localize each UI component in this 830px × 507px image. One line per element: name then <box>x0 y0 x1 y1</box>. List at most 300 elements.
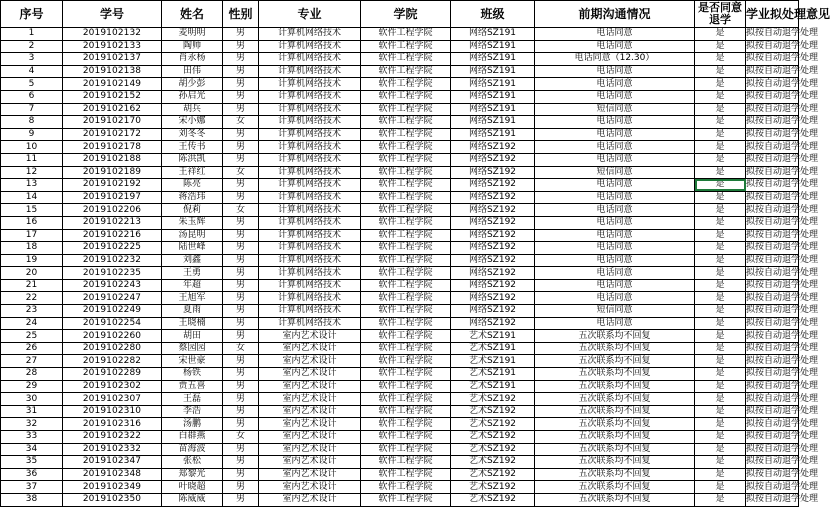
cell-agree[interactable]: 是 <box>695 380 746 393</box>
cell-gender[interactable]: 男 <box>223 368 259 381</box>
cell-opinion[interactable]: 拟按自动退学处理 <box>746 91 819 102</box>
header-major[interactable]: 专业 <box>259 1 361 28</box>
cell-seq[interactable]: 2 <box>1 40 63 53</box>
cell-class[interactable]: 网络SZ191 <box>451 90 535 103</box>
cell-name[interactable]: 陆世峰 <box>162 242 223 255</box>
cell-communication[interactable]: 电话同意 <box>535 279 695 292</box>
cell-class[interactable]: 网络SZ192 <box>451 254 535 267</box>
cell-seq[interactable]: 17 <box>1 229 63 242</box>
cell-college[interactable]: 软件工程学院 <box>361 28 451 41</box>
cell-student-id[interactable]: 2019102247 <box>63 292 162 305</box>
cell-class[interactable]: 艺术SZ191 <box>451 330 535 343</box>
cell-class[interactable]: 网络SZ192 <box>451 204 535 217</box>
cell-agree[interactable]: 是 <box>695 153 746 166</box>
cell-class[interactable]: 艺术SZ191 <box>451 342 535 355</box>
cell-seq[interactable]: 24 <box>1 317 63 330</box>
cell-gender[interactable]: 男 <box>223 40 259 53</box>
cell-name[interactable]: 贾五喜 <box>162 380 223 393</box>
cell-seq[interactable]: 16 <box>1 216 63 229</box>
cell-communication[interactable]: 五次联系均不回复 <box>535 456 695 469</box>
cell-seq[interactable]: 38 <box>1 493 63 506</box>
cell-gender[interactable]: 男 <box>223 493 259 506</box>
cell-student-id[interactable]: 2019102172 <box>63 128 162 141</box>
cell-student-id[interactable]: 2019102348 <box>63 468 162 481</box>
cell-college[interactable]: 软件工程学院 <box>361 216 451 229</box>
cell-seq[interactable]: 13 <box>1 179 63 192</box>
cell-gender[interactable]: 男 <box>223 229 259 242</box>
cell-communication[interactable]: 电话同意 <box>535 65 695 78</box>
cell-major[interactable]: 计算机网络技术 <box>259 78 361 91</box>
cell-college[interactable]: 软件工程学院 <box>361 279 451 292</box>
cell-class[interactable]: 艺术SZ192 <box>451 393 535 406</box>
cell-seq[interactable]: 31 <box>1 405 63 418</box>
cell-seq[interactable]: 1 <box>1 28 63 41</box>
cell-agree[interactable]: 是 <box>695 279 746 292</box>
cell-name[interactable]: 孙启光 <box>162 90 223 103</box>
cell-major[interactable]: 计算机网络技术 <box>259 65 361 78</box>
cell-name[interactable]: 李浩 <box>162 405 223 418</box>
cell-major[interactable]: 计算机网络技术 <box>259 191 361 204</box>
cell-gender[interactable]: 女 <box>223 116 259 129</box>
cell-seq[interactable]: 15 <box>1 204 63 217</box>
cell-major[interactable]: 计算机网络技术 <box>259 141 361 154</box>
cell-gender[interactable]: 男 <box>223 418 259 431</box>
cell-agree[interactable]: 是 <box>695 317 746 330</box>
cell-student-id[interactable]: 2019102197 <box>63 191 162 204</box>
cell-opinion[interactable]: 拟按自动退学处理 <box>746 28 819 39</box>
cell-college[interactable]: 软件工程学院 <box>361 116 451 129</box>
header-college[interactable]: 学院 <box>361 1 451 28</box>
cell-name[interactable]: 肖永杨 <box>162 53 223 66</box>
cell-name[interactable]: 朱玉辉 <box>162 216 223 229</box>
cell-college[interactable]: 软件工程学院 <box>361 418 451 431</box>
cell-student-id[interactable]: 2019102132 <box>63 28 162 41</box>
cell-major[interactable]: 室内艺术设计 <box>259 493 361 506</box>
cell-name[interactable]: 张松 <box>162 456 223 469</box>
cell-class[interactable]: 网络SZ192 <box>451 153 535 166</box>
cell-name[interactable]: 汤昆明 <box>162 229 223 242</box>
cell-gender[interactable]: 男 <box>223 90 259 103</box>
cell-student-id[interactable]: 2019102232 <box>63 254 162 267</box>
cell-college[interactable]: 软件工程学院 <box>361 242 451 255</box>
cell-seq[interactable]: 20 <box>1 267 63 280</box>
cell-agree[interactable]: 是 <box>695 342 746 355</box>
cell-major[interactable]: 计算机网络技术 <box>259 90 361 103</box>
cell-communication[interactable]: 五次联系均不回复 <box>535 405 695 418</box>
cell-opinion[interactable]: 拟按自动退学处理 <box>746 292 819 303</box>
cell-major[interactable]: 计算机网络技术 <box>259 254 361 267</box>
cell-college[interactable]: 软件工程学院 <box>361 292 451 305</box>
cell-student-id[interactable]: 2019102249 <box>63 305 162 318</box>
cell-college[interactable]: 软件工程学院 <box>361 204 451 217</box>
header-gender[interactable]: 性别 <box>223 1 259 28</box>
cell-class[interactable]: 网络SZ192 <box>451 242 535 255</box>
cell-name[interactable]: 宋世豪 <box>162 355 223 368</box>
cell-major[interactable]: 计算机网络技术 <box>259 279 361 292</box>
cell-opinion[interactable]: 拟按自动退学处理 <box>746 217 819 228</box>
cell-major[interactable]: 室内艺术设计 <box>259 380 361 393</box>
cell-agree[interactable]: 是 <box>695 78 746 91</box>
cell-gender[interactable]: 男 <box>223 78 259 91</box>
cell-college[interactable]: 软件工程学院 <box>361 468 451 481</box>
cell-opinion[interactable]: 拟按自动退学处理 <box>746 242 819 253</box>
cell-class[interactable]: 网络SZ192 <box>451 179 535 192</box>
cell-gender[interactable]: 男 <box>223 279 259 292</box>
cell-opinion[interactable]: 拟按自动退学处理 <box>746 204 819 215</box>
cell-agree[interactable]: 是 <box>695 443 746 456</box>
header-seq[interactable]: 序号 <box>1 1 63 28</box>
cell-agree[interactable]: 是 <box>695 229 746 242</box>
cell-seq[interactable]: 7 <box>1 103 63 116</box>
cell-major[interactable]: 计算机网络技术 <box>259 53 361 66</box>
cell-student-id[interactable]: 2019102302 <box>63 380 162 393</box>
cell-seq[interactable]: 3 <box>1 53 63 66</box>
cell-name[interactable]: 刘冬冬 <box>162 128 223 141</box>
cell-gender[interactable]: 男 <box>223 443 259 456</box>
cell-student-id[interactable]: 2019102213 <box>63 216 162 229</box>
cell-student-id[interactable]: 2019102322 <box>63 431 162 444</box>
cell-class[interactable]: 网络SZ192 <box>451 267 535 280</box>
cell-major[interactable]: 室内艺术设计 <box>259 431 361 444</box>
cell-name[interactable]: 蒋浩玮 <box>162 191 223 204</box>
cell-class[interactable]: 网络SZ192 <box>451 317 535 330</box>
cell-gender[interactable]: 男 <box>223 380 259 393</box>
cell-gender[interactable]: 男 <box>223 292 259 305</box>
cell-opinion[interactable]: 拟按自动退学处理 <box>746 330 819 341</box>
cell-student-id[interactable]: 2019102307 <box>63 393 162 406</box>
cell-opinion[interactable]: 拟按自动退学处理 <box>746 116 819 127</box>
cell-opinion[interactable]: 拟按自动退学处理 <box>746 141 819 152</box>
cell-student-id[interactable]: 2019102350 <box>63 493 162 506</box>
cell-student-id[interactable]: 2019102178 <box>63 141 162 154</box>
cell-class[interactable]: 艺术SZ191 <box>451 380 535 393</box>
header-agree[interactable]: 是否同意退学 <box>695 1 746 28</box>
cell-communication[interactable]: 短信同意 <box>535 305 695 318</box>
cell-name[interactable]: 年超 <box>162 279 223 292</box>
cell-opinion[interactable]: 拟按自动退学处理 <box>746 66 819 77</box>
cell-opinion[interactable]: 拟按自动退学处理 <box>746 229 819 240</box>
cell-seq[interactable]: 12 <box>1 166 63 179</box>
cell-opinion[interactable]: 拟按自动退学处理 <box>746 166 819 177</box>
cell-college[interactable]: 软件工程学院 <box>361 78 451 91</box>
cell-name[interactable]: 夏雨 <box>162 305 223 318</box>
cell-communication[interactable]: 短信同意 <box>535 103 695 116</box>
cell-gender[interactable]: 男 <box>223 191 259 204</box>
cell-class[interactable]: 网络SZ192 <box>451 279 535 292</box>
cell-opinion[interactable]: 拟按自动退学处理 <box>746 192 819 203</box>
header-student-id[interactable]: 学号 <box>63 1 162 28</box>
cell-seq[interactable]: 27 <box>1 355 63 368</box>
cell-college[interactable]: 软件工程学院 <box>361 330 451 343</box>
cell-agree[interactable]: 是 <box>695 456 746 469</box>
cell-class[interactable]: 网络SZ192 <box>451 216 535 229</box>
cell-college[interactable]: 软件工程学院 <box>361 103 451 116</box>
cell-class[interactable]: 网络SZ191 <box>451 53 535 66</box>
cell-college[interactable]: 软件工程学院 <box>361 443 451 456</box>
cell-student-id[interactable]: 2019102216 <box>63 229 162 242</box>
cell-college[interactable]: 软件工程学院 <box>361 342 451 355</box>
cell-communication[interactable]: 电话同意 <box>535 128 695 141</box>
cell-opinion[interactable]: 拟按自动退学处理 <box>746 40 819 51</box>
cell-student-id[interactable]: 2019102206 <box>63 204 162 217</box>
cell-opinion[interactable]: 拟按自动退学处理 <box>746 393 819 404</box>
cell-gender[interactable]: 女 <box>223 431 259 444</box>
cell-communication[interactable]: 电话同意 <box>535 116 695 129</box>
cell-opinion[interactable]: 拟按自动退学处理 <box>746 469 819 480</box>
cell-class[interactable]: 网络SZ192 <box>451 292 535 305</box>
cell-agree[interactable]: 是 <box>695 128 746 141</box>
cell-seq[interactable]: 4 <box>1 65 63 78</box>
cell-agree[interactable]: 是 <box>695 204 746 217</box>
cell-student-id[interactable]: 2019102235 <box>63 267 162 280</box>
cell-gender[interactable]: 男 <box>223 53 259 66</box>
cell-agree[interactable]: 是 <box>695 242 746 255</box>
cell-college[interactable]: 软件工程学院 <box>361 368 451 381</box>
cell-seq[interactable]: 32 <box>1 418 63 431</box>
cell-class[interactable]: 网络SZ191 <box>451 65 535 78</box>
cell-class[interactable]: 网络SZ192 <box>451 166 535 179</box>
cell-major[interactable]: 计算机网络技术 <box>259 317 361 330</box>
cell-agree[interactable]: 是 <box>695 141 746 154</box>
cell-name[interactable]: 苗海波 <box>162 443 223 456</box>
cell-student-id[interactable]: 2019102138 <box>63 65 162 78</box>
cell-student-id[interactable]: 2019102137 <box>63 53 162 66</box>
cell-gender[interactable]: 男 <box>223 456 259 469</box>
cell-communication[interactable]: 电话同意 <box>535 292 695 305</box>
cell-student-id[interactable]: 2019102332 <box>63 443 162 456</box>
cell-class[interactable]: 网络SZ192 <box>451 191 535 204</box>
cell-seq[interactable]: 9 <box>1 128 63 141</box>
cell-opinion[interactable]: 拟按自动退学处理 <box>746 343 819 354</box>
cell-class[interactable]: 艺术SZ192 <box>451 456 535 469</box>
cell-opinion[interactable]: 拟按自动退学处理 <box>746 103 819 114</box>
cell-agree[interactable]: 是 <box>695 166 746 179</box>
cell-student-id[interactable]: 2019102349 <box>63 481 162 494</box>
cell-communication[interactable]: 电话同意 <box>535 216 695 229</box>
cell-agree[interactable]: 是 <box>695 418 746 431</box>
cell-opinion[interactable]: 拟按自动退学处理 <box>746 78 819 89</box>
cell-opinion[interactable]: 拟按自动退学处理 <box>746 254 819 265</box>
cell-seq[interactable]: 25 <box>1 330 63 343</box>
cell-communication[interactable]: 电话同意 <box>535 28 695 41</box>
cell-gender[interactable]: 男 <box>223 28 259 41</box>
cell-college[interactable]: 软件工程学院 <box>361 456 451 469</box>
cell-communication[interactable]: 电话同意（12.30） <box>535 53 695 66</box>
cell-student-id[interactable]: 2019102254 <box>63 317 162 330</box>
cell-class[interactable]: 网络SZ192 <box>451 305 535 318</box>
cell-major[interactable]: 室内艺术设计 <box>259 330 361 343</box>
cell-name[interactable]: 倪莉 <box>162 204 223 217</box>
cell-college[interactable]: 软件工程学院 <box>361 431 451 444</box>
cell-name[interactable]: 王磊 <box>162 393 223 406</box>
cell-agree[interactable]: 是 <box>695 116 746 129</box>
cell-class[interactable]: 网络SZ191 <box>451 28 535 41</box>
cell-student-id[interactable]: 2019102162 <box>63 103 162 116</box>
cell-student-id[interactable]: 2019102133 <box>63 40 162 53</box>
cell-agree[interactable]: 是 <box>695 493 746 506</box>
cell-communication[interactable]: 电话同意 <box>535 254 695 267</box>
cell-name[interactable]: 宋小娜 <box>162 116 223 129</box>
cell-name[interactable]: 王勇 <box>162 267 223 280</box>
cell-class[interactable]: 网络SZ191 <box>451 128 535 141</box>
cell-seq[interactable]: 19 <box>1 254 63 267</box>
cell-major[interactable]: 室内艺术设计 <box>259 393 361 406</box>
cell-communication[interactable]: 电话同意 <box>535 141 695 154</box>
cell-college[interactable]: 软件工程学院 <box>361 481 451 494</box>
cell-student-id[interactable]: 2019102289 <box>63 368 162 381</box>
cell-major[interactable]: 计算机网络技术 <box>259 242 361 255</box>
cell-student-id[interactable]: 2019102152 <box>63 90 162 103</box>
cell-major[interactable]: 计算机网络技术 <box>259 116 361 129</box>
cell-gender[interactable]: 男 <box>223 267 259 280</box>
cell-seq[interactable]: 6 <box>1 90 63 103</box>
header-communication[interactable]: 前期沟通情况 <box>535 1 695 28</box>
cell-agree[interactable]: 是 <box>695 216 746 229</box>
cell-agree[interactable]: 是 <box>695 65 746 78</box>
cell-seq[interactable]: 33 <box>1 431 63 444</box>
cell-opinion[interactable]: 拟按自动退学处理 <box>746 481 819 492</box>
cell-seq[interactable]: 28 <box>1 368 63 381</box>
cell-college[interactable]: 软件工程学院 <box>361 128 451 141</box>
cell-gender[interactable]: 女 <box>223 166 259 179</box>
cell-opinion[interactable]: 拟按自动退学处理 <box>746 431 819 442</box>
cell-student-id[interactable]: 2019102260 <box>63 330 162 343</box>
cell-name[interactable]: 杨铁 <box>162 368 223 381</box>
cell-gender[interactable]: 女 <box>223 342 259 355</box>
cell-communication[interactable]: 五次联系均不回复 <box>535 443 695 456</box>
header-opinion[interactable]: 学业拟处理意见 <box>746 1 799 28</box>
cell-class[interactable]: 网络SZ191 <box>451 78 535 91</box>
cell-college[interactable]: 软件工程学院 <box>361 153 451 166</box>
cell-seq[interactable]: 11 <box>1 153 63 166</box>
cell-communication[interactable]: 电话同意 <box>535 267 695 280</box>
cell-college[interactable]: 软件工程学院 <box>361 380 451 393</box>
cell-name[interactable]: 王祥红 <box>162 166 223 179</box>
cell-opinion[interactable]: 拟按自动退学处理 <box>746 179 819 190</box>
cell-major[interactable]: 计算机网络技术 <box>259 28 361 41</box>
cell-agree[interactable]: 是 <box>695 368 746 381</box>
cell-gender[interactable]: 男 <box>223 65 259 78</box>
cell-communication[interactable]: 五次联系均不回复 <box>535 481 695 494</box>
cell-seq[interactable]: 26 <box>1 342 63 355</box>
cell-student-id[interactable]: 2019102282 <box>63 355 162 368</box>
cell-gender[interactable]: 男 <box>223 128 259 141</box>
cell-major[interactable]: 室内艺术设计 <box>259 443 361 456</box>
cell-opinion[interactable]: 拟按自动退学处理 <box>746 380 819 391</box>
cell-communication[interactable]: 电话同意 <box>535 78 695 91</box>
cell-communication[interactable]: 五次联系均不回复 <box>535 342 695 355</box>
cell-agree[interactable]: 是 <box>695 468 746 481</box>
cell-class[interactable]: 网络SZ191 <box>451 103 535 116</box>
cell-agree[interactable]: 是 <box>695 305 746 318</box>
cell-communication[interactable]: 五次联系均不回复 <box>535 493 695 506</box>
cell-college[interactable]: 软件工程学院 <box>361 65 451 78</box>
cell-agree[interactable]: 是 <box>695 90 746 103</box>
cell-major[interactable]: 计算机网络技术 <box>259 267 361 280</box>
cell-major[interactable]: 计算机网络技术 <box>259 103 361 116</box>
cell-agree[interactable]: 是 <box>695 267 746 280</box>
cell-major[interactable]: 计算机网络技术 <box>259 153 361 166</box>
cell-seq[interactable]: 14 <box>1 191 63 204</box>
cell-gender[interactable]: 男 <box>223 305 259 318</box>
cell-major[interactable]: 计算机网络技术 <box>259 128 361 141</box>
cell-communication[interactable]: 五次联系均不回复 <box>535 368 695 381</box>
cell-major[interactable]: 计算机网络技术 <box>259 216 361 229</box>
cell-communication[interactable]: 五次联系均不回复 <box>535 393 695 406</box>
cell-agree[interactable]: 是 <box>695 254 746 267</box>
cell-seq[interactable]: 18 <box>1 242 63 255</box>
cell-gender[interactable]: 男 <box>223 393 259 406</box>
cell-name[interactable]: 胡田 <box>162 330 223 343</box>
cell-communication[interactable]: 五次联系均不回复 <box>535 418 695 431</box>
cell-class[interactable]: 艺术SZ192 <box>451 443 535 456</box>
cell-gender[interactable]: 女 <box>223 204 259 217</box>
cell-class[interactable]: 艺术SZ192 <box>451 481 535 494</box>
cell-major[interactable]: 室内艺术设计 <box>259 405 361 418</box>
cell-student-id[interactable]: 2019102280 <box>63 342 162 355</box>
cell-communication[interactable]: 电话同意 <box>535 179 695 192</box>
cell-college[interactable]: 软件工程学院 <box>361 166 451 179</box>
cell-name[interactable]: 王传书 <box>162 141 223 154</box>
cell-gender[interactable]: 男 <box>223 481 259 494</box>
cell-agree[interactable]: 是 <box>695 179 746 192</box>
cell-communication[interactable]: 电话同意 <box>535 40 695 53</box>
cell-communication[interactable]: 电话同意 <box>535 204 695 217</box>
cell-name[interactable]: 陈亮 <box>162 179 223 192</box>
cell-class[interactable]: 艺术SZ192 <box>451 431 535 444</box>
cell-gender[interactable]: 男 <box>223 317 259 330</box>
cell-agree[interactable]: 是 <box>695 481 746 494</box>
cell-opinion[interactable]: 拟按自动退学处理 <box>746 267 819 278</box>
cell-communication[interactable]: 五次联系均不回复 <box>535 330 695 343</box>
cell-gender[interactable]: 男 <box>223 242 259 255</box>
cell-agree[interactable]: 是 <box>695 431 746 444</box>
cell-college[interactable]: 软件工程学院 <box>361 40 451 53</box>
cell-college[interactable]: 软件工程学院 <box>361 254 451 267</box>
cell-communication[interactable]: 五次联系均不回复 <box>535 431 695 444</box>
cell-communication[interactable]: 电话同意 <box>535 317 695 330</box>
cell-agree[interactable]: 是 <box>695 53 746 66</box>
cell-college[interactable]: 软件工程学院 <box>361 317 451 330</box>
cell-agree[interactable]: 是 <box>695 28 746 41</box>
cell-opinion[interactable]: 拟按自动退学处理 <box>746 129 819 140</box>
cell-seq[interactable]: 5 <box>1 78 63 91</box>
cell-student-id[interactable]: 2019102170 <box>63 116 162 129</box>
cell-name[interactable]: 白群燕 <box>162 431 223 444</box>
cell-student-id[interactable]: 2019102189 <box>63 166 162 179</box>
cell-gender[interactable]: 男 <box>223 141 259 154</box>
cell-opinion[interactable]: 拟按自动退学处理 <box>746 305 819 316</box>
cell-opinion[interactable]: 拟按自动退学处理 <box>746 368 819 379</box>
cell-name[interactable]: 蔡园园 <box>162 342 223 355</box>
cell-gender[interactable]: 男 <box>223 330 259 343</box>
cell-communication[interactable]: 五次联系均不回复 <box>535 380 695 393</box>
cell-major[interactable]: 计算机网络技术 <box>259 292 361 305</box>
cell-name[interactable]: 田伟 <box>162 65 223 78</box>
cell-student-id[interactable]: 2019102192 <box>63 179 162 192</box>
cell-name[interactable]: 胡少彭 <box>162 78 223 91</box>
cell-college[interactable]: 软件工程学院 <box>361 405 451 418</box>
cell-major[interactable]: 室内艺术设计 <box>259 355 361 368</box>
cell-name[interactable]: 王旭军 <box>162 292 223 305</box>
cell-name[interactable]: 王晓楠 <box>162 317 223 330</box>
cell-agree[interactable]: 是 <box>695 103 746 116</box>
cell-agree[interactable]: 是 <box>695 405 746 418</box>
cell-college[interactable]: 软件工程学院 <box>361 191 451 204</box>
cell-communication[interactable]: 短信同意 <box>535 166 695 179</box>
cell-opinion[interactable]: 拟按自动退学处理 <box>746 494 819 505</box>
cell-seq[interactable]: 29 <box>1 380 63 393</box>
